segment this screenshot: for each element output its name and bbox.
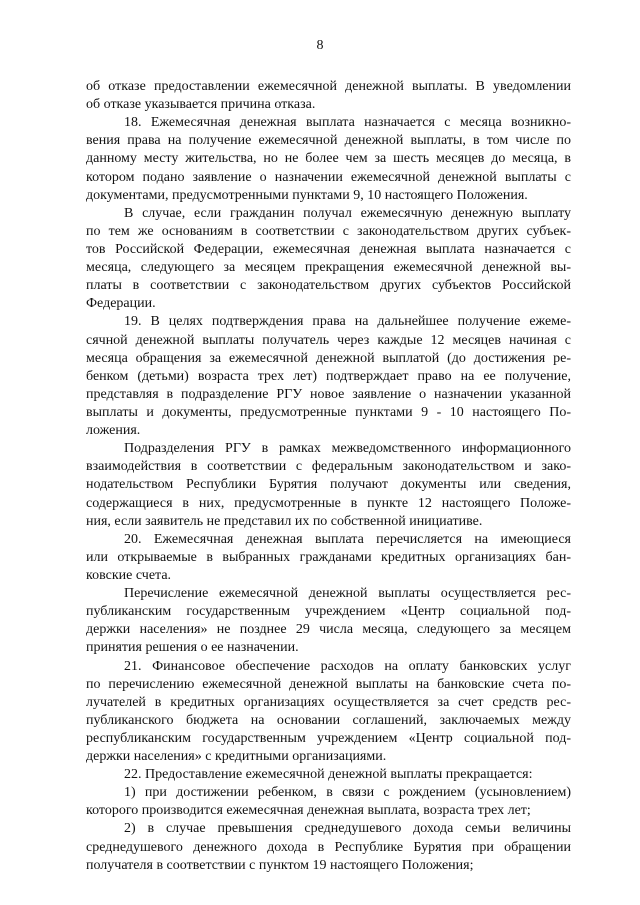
- document-body: [86, 78, 571, 875]
- text-line: ложения.: [86, 423, 141, 439]
- text-line: ковские счета.: [86, 567, 172, 583]
- text-line: которого производится ежемесячная денежная выплата, возраста трех лет;: [86, 803, 531, 819]
- text-line: Подразделения РГУ в рамках межведомственного информационного: [124, 441, 571, 457]
- text-line: данному месту жительства, но не более чем за шесть месяцев до месяца, в: [86, 151, 571, 167]
- text-line: котором подано заявление о назначении ежемесячной денежной выплаты с: [86, 169, 571, 185]
- text-line: по перечислению ежемесячной денежной выплаты на банковские счета по-: [86, 676, 571, 692]
- text-line: Федерации.: [86, 296, 156, 312]
- text-line: месяца, следующего за месяцем прекращения ежемесячной денежной вы-: [86, 260, 571, 276]
- text-line: 21. Финансовое обеспечение расходов на оплату банковских услуг: [124, 658, 571, 674]
- text-line: публиканского бюджета на основании соглашений, заключаемых между: [86, 712, 571, 728]
- text-line: нодательством Республики Бурятия получают документы или сведения,: [86, 477, 571, 493]
- text-line: 1) при достижении ребенком, в связи с рождением (усыновлением): [124, 785, 571, 801]
- text-line: держки населения» с кредитными организациями.: [86, 749, 387, 765]
- text-line: публиканским государственным учреждением «Центр социальной под-: [86, 604, 571, 620]
- text-line: платы в соответствии с законодательством других субъектов Российской: [86, 278, 571, 294]
- text-line: держки населения» не позднее 29 числа месяца, следующего за месяцем: [86, 622, 571, 638]
- text-line: вения права на получение ежемесячной денежной выплаты, в том числе по: [86, 133, 571, 149]
- text-line: В случае, если гражданин получал ежемесячную денежную выплату: [124, 205, 571, 221]
- text-line: 22. Предоставление ежемесячной денежной выплаты прекращается:: [124, 767, 533, 783]
- page-number: 8: [316, 38, 324, 53]
- text-line: ния, если заявитель не представил их по собственной инициативе.: [86, 513, 483, 529]
- text-line: 2) в случае превышения среднедушевого дохода семьи величины: [124, 821, 571, 837]
- text-line: 19. В целях подтверждения права на дальнейшее получение ежеме-: [124, 314, 571, 330]
- text-line: или открываемые в выбранных гражданами кредитных организациях бан-: [86, 549, 571, 565]
- text-line: месяца обращения за ежемесячной денежной выплатой (до достижения ре-: [86, 350, 571, 366]
- text-line: сячной денежной выплаты получатель через каждые 12 месяцев начиная с: [86, 332, 571, 348]
- text-line: выплаты и документы, предусмотренные пунктами 9 - 10 настоящего По-: [86, 404, 571, 420]
- text-line: представляя в подразделение РГУ новое заявление о назначении указанной: [86, 386, 571, 402]
- text-line: среднедушевого денежного дохода в Республике Бурятия при обращении: [86, 839, 571, 855]
- text-line: документами, предусмотренными пунктами 9, 10 настоящего Положения.: [86, 187, 528, 203]
- text-line: 18. Ежемесячная денежная выплата назначается с месяца возникно-: [124, 115, 571, 131]
- text-line: 20. Ежемесячная денежная выплата перечисляется на имеющиеся: [124, 531, 571, 547]
- text-line: об отказе указывается причина отказа.: [86, 97, 316, 113]
- text-line: Перечисление ежемесячной денежной выплаты осуществляется рес-: [124, 586, 571, 602]
- text-line: принятия решения о ее назначении.: [86, 640, 299, 656]
- text-line: получателя в соответствии с пунктом 19 настоящего Положения;: [86, 857, 474, 873]
- text-line: по тем же основаниям в соответствии с законодательством других субъек-: [86, 223, 571, 239]
- text-line: тов Российской Федерации, ежемесячная денежная выплата назначается с: [86, 241, 571, 257]
- text-line: республиканским государственным учреждением «Центр социальной под-: [86, 730, 571, 746]
- text-line: об отказе предоставлении ежемесячной денежной выплаты. В уведомлении: [86, 79, 571, 94]
- text-line: бенком (детьми) возраста трех лет) подтверждает право на ее получение,: [86, 368, 571, 384]
- text-line: содержащиеся в них, предусмотренные в пункте 12 настоящего Положе-: [86, 495, 571, 511]
- text-line: взаимодействия в соответствии с федеральным законодательством и зако-: [86, 459, 571, 475]
- text-line: лучателей в кредитных организациях осуществляется за счет средств рес-: [86, 694, 571, 710]
